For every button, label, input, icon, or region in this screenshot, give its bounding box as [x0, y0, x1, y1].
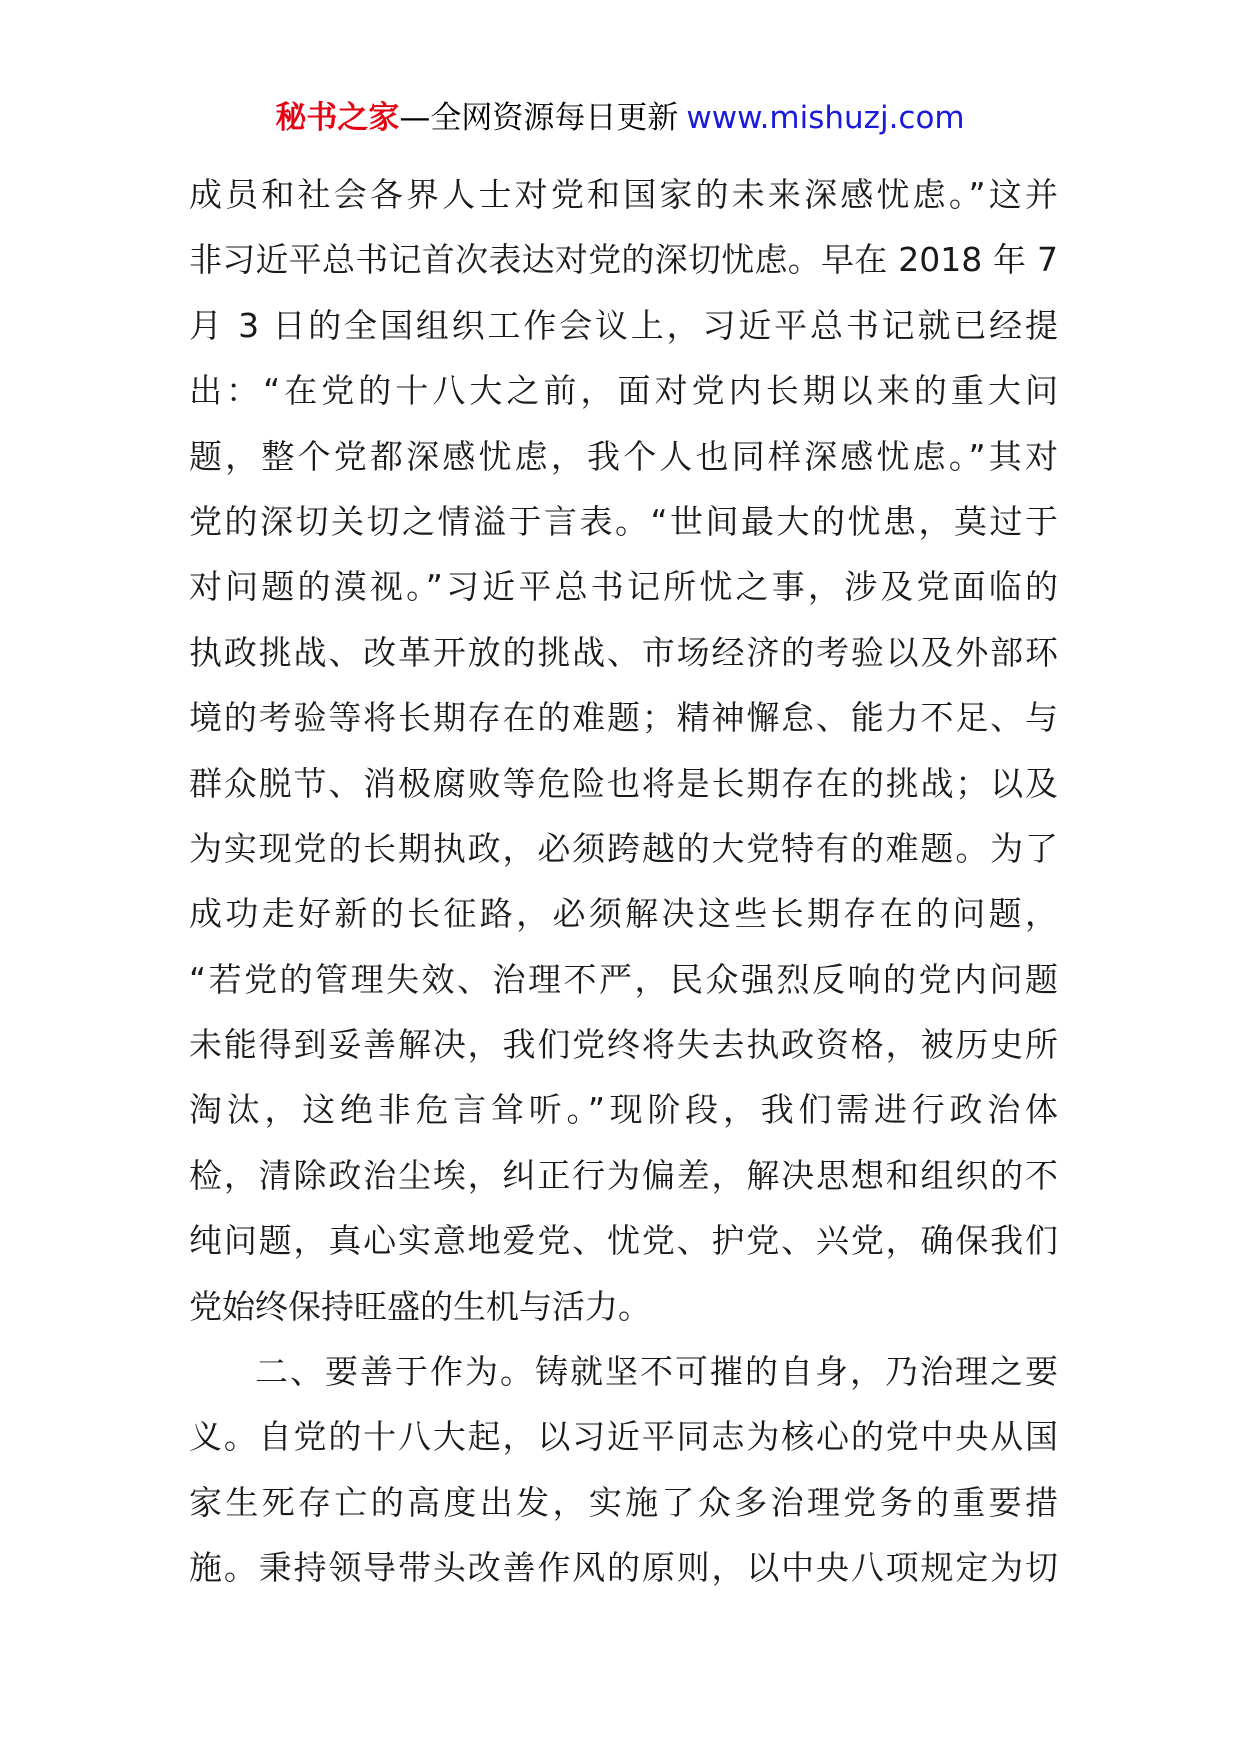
text-line: 检，清除政治尘埃，纠正行为偏差，解决思想和组织的不	[189, 1155, 1058, 1195]
text-line: 纯问题，真心实意地爱党、忧党、护党、兴党，确保我们	[189, 1221, 1058, 1261]
text-line: 出：“在党的十八大之前，面对党内长期以来的重大问	[189, 371, 1058, 411]
text-line: 未能得到妥善解决，我们党终将失去执政资格，被历史所	[189, 1025, 1058, 1065]
text-line: 月 3 日的全国组织工作会议上，习近平总书记就已经提	[189, 305, 1058, 345]
brand-name: 秘书之家	[275, 100, 400, 136]
section-heading-line: 二、要善于作为。铸就坚不可摧的自身，乃治理之要	[255, 1352, 1058, 1392]
header-tagline: —全网资源每日更新	[399, 100, 679, 136]
page-header	[0, 98, 1240, 138]
text-line: 群众脱节、消极腐败等危险也将是长期存在的挑战；以及	[189, 763, 1058, 803]
text-line: 家生死存亡的高度出发，实施了众多治理党务的重要措	[189, 1482, 1058, 1522]
text-line: 非习近平总书记首次表达对党的深切忧虑。早在 2018 年 7	[189, 240, 1058, 280]
text-line: 施。秉持领导带头改善作风的原则，以中央八项规定为切	[189, 1548, 1058, 1588]
text-line: 义。自党的十八大起，以习近平同志为核心的党中央从国	[189, 1417, 1058, 1457]
text-line: 执政挑战、改革开放的挑战、市场经济的考验以及外部环	[189, 632, 1058, 672]
text-line: 淘汰，这绝非危言耸听。”现阶段，我们需进行政治体	[189, 1090, 1058, 1130]
text-line: 为实现党的长期执政，必须跨越的大党特有的难题。为了	[189, 828, 1058, 868]
text-line: 成员和社会各界人士对党和国家的未来深感忧虑。”这并	[189, 175, 1058, 214]
text-line: “若党的管理失效、治理不严，民众强烈反响的党内问题	[189, 959, 1058, 999]
text-line: 党的深切关切之情溢于言表。“世间最大的忧患，莫过于	[189, 501, 1058, 541]
document-body	[189, 162, 1058, 1601]
paragraph-end-line: 党始终保持旺盛的生机与活力。	[189, 1286, 651, 1326]
text-line: 境的考验等将长期存在的难题；精神懈怠、能力不足、与	[189, 698, 1058, 738]
site-url-link[interactable]: www.mishuzj.com	[686, 100, 965, 136]
text-line: 对问题的漠视。”习近平总书记所忧之事，涉及党面临的	[189, 567, 1058, 607]
text-line: 题，整个党都深感忧虑，我个人也同样深感忧虑。”其对	[189, 436, 1058, 476]
text-line: 成功走好新的长征路，必须解决这些长期存在的问题，	[189, 894, 1058, 934]
